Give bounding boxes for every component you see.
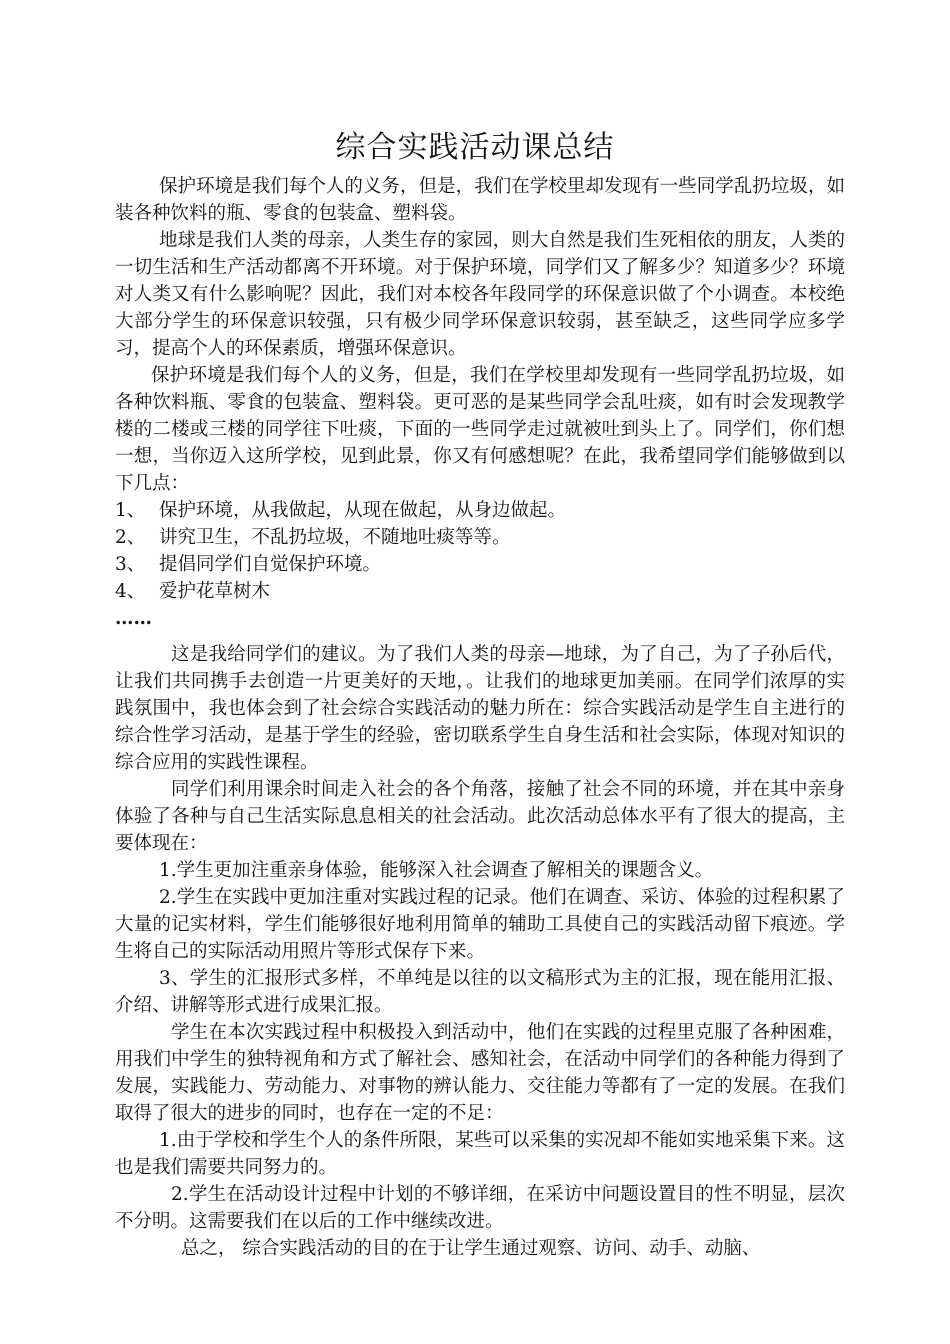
paragraph-5: 同学们利用课余时间走入社会的各个角落，接触了社会不同的环境，并在其中亲身体验了各种与自己生活实际息息相关的社会活动。此次活动总体水平有了很大的提高，主要体现在：	[115, 779, 845, 854]
achievement-item-3: 3、学生的汇报形式多样，不单纯是以往的以文稿形式为主的汇报，现在能用汇报、介绍、讲解等形式进行成果汇报。	[115, 968, 845, 1016]
list-item	[115, 551, 845, 578]
list-item-number: 2、	[115, 527, 146, 548]
list-item	[115, 497, 845, 524]
shortcoming-item-1: 1.由于学校和学生个人的条件所限，某些可以采集的实况却不能如实地采集下来。这也是我们需要共同努力的。	[115, 1130, 845, 1178]
list-item-text: 爱护花草树木	[159, 581, 271, 602]
list-item-number: 4、	[115, 581, 146, 602]
achievement-item-1: 1.学生更加注重亲身体验，能够深入社会调查了解相关的课题含义。	[159, 860, 714, 881]
shortcoming-item-2: 2.学生在活动设计过程中计划的不够详细，在采访中问题设置目的性不明显，层次不分明。这需要我们在以后的工作中继续改进。	[115, 1184, 845, 1232]
paragraph-1: 保护环境是我们每个人的义务，但是，我们在学校里却发现有一些同学乱扔垃圾，如装各种饮料的瓶、零食的包装盒、塑料袋。	[115, 176, 845, 224]
paragraph-12: 总之， 综合实践活动的目的在于让学生通过观察、访问、动手、动脑、	[181, 1238, 761, 1259]
list-item-text: 提倡同学们自觉保护环境。	[159, 554, 382, 575]
paragraph-4: 这是我给同学们的建议。为了我们人类的母亲—地球，为了自己，为了子孙后代，让我们共同携手去创造一片更美好的天地，。让我们的地球更加美丽。在同学们浓厚的实践氛围中，我也体会到了社会综合实践活动的魅力所在：综合实践活动是学生自主进行的综合性学习活动，是基于学生的经验，密切联系学生自身生活和社会实际，体现对知识的综合应用的实践性课程。	[115, 644, 845, 773]
list-item-number: 3、	[115, 554, 146, 575]
list-item-text: 保护环境，从我做起，从现在做起，从身边做起。	[159, 500, 567, 521]
list-item-text: 讲究卫生，不乱扔垃圾，不随地吐痰等等。	[159, 527, 511, 548]
list-item	[115, 578, 845, 605]
paragraph-3: 保护环境是我们每个人的义务，但是，我们在学校里却发现有一些同学乱扔垃圾，如各种饮料瓶、零食的包装盒、塑料袋。更可恶的是某些同学会乱吐痰，如有时会发现教学楼的二楼或三楼的同学往下吐痰，下面的一些同学走过就被吐到头上了。同学们，你们想一想，当你迈入这所学校，见到此景，你又有何感想呢？在此，我希望同学们能够做到以下几点：	[115, 365, 845, 494]
achievement-item-2: 2.学生在实践中更加注重对实践过程的记录。他们在调查、采访、体验的过程积累了大量的记实材料，学生们能够很好地利用简单的辅助工具使自己的实践活动留下痕迹。学生将自己的实际活动用照片等形式保存下来。	[115, 887, 845, 962]
document-body	[115, 173, 845, 1262]
paragraph-9: 学生在本次实践过程中积极投入到活动中，他们在实践的过程里克服了各种困难，用我们中学生的独特视角和方式了解社会、感知社会，在活动中同学们的各种能力得到了发展，实践能力、劳动能力、对事物的辨认能力、交往能力等都有了一定的发展。在我们取得了很大的进步的同时，也存在一定的不足：	[115, 1022, 845, 1124]
list-item	[115, 524, 845, 551]
ellipsis-line: ……	[115, 608, 152, 629]
paragraph-2: 地球是我们人类的母亲，人类生存的家园，则大自然是我们生死相依的朋友，人类的一切生活和生产活动都离不开环境。对于保护环境，同学们又了解多少？知道多少？环境对人类又有什么影响呢？因此，我们对本校各年段同学的环保意识做了个小调查。本校绝大部分学生的环保意识较强，只有极少同学环保意识较弱，甚至缺乏，这些同学应多学习，提高个人的环保素质，增强环保意识。	[115, 230, 845, 359]
list-item-number: 1、	[115, 500, 146, 521]
page-title: 综合实践活动课总结	[335, 130, 615, 165]
